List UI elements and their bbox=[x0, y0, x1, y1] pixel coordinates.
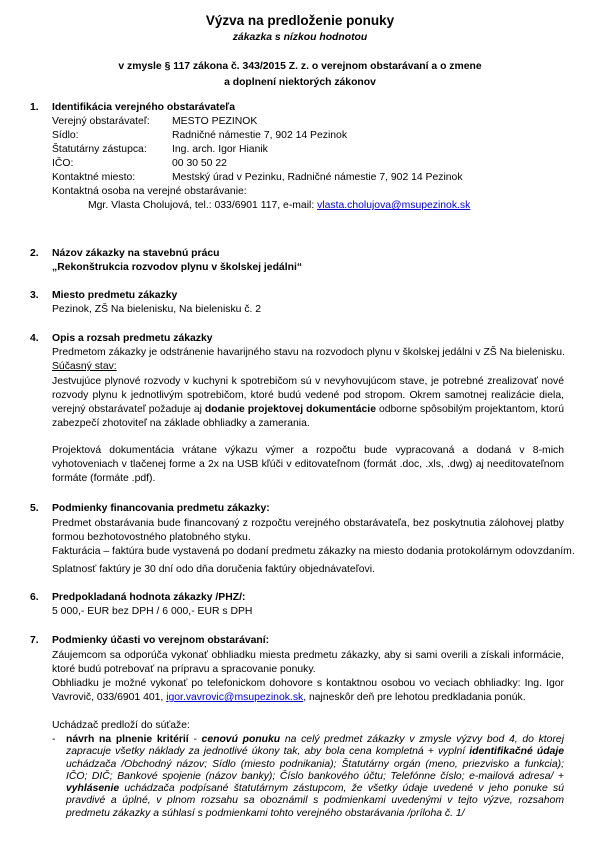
contact-place-row bbox=[52, 172, 463, 183]
section-4-heading: Opis a rozsah predmetu zákazky bbox=[52, 333, 213, 344]
document-subtitle: zákazka s nízkou hodnotou bbox=[232, 32, 368, 43]
section-1-number: 1. bbox=[30, 102, 39, 113]
documentation-requirements: Projektová dokumentácia vrátane výkazu výmer a rozpočtu bude vypracovaná a dodaná v 8-mich vyhotoveniach v tlačenej forme a 2x na USB kľúči v editovateľnom (formát .doc, .xls, .dwg) aj needitovateľnom formáte (formáte .pdf). bbox=[52, 445, 564, 484]
separator-text: - bbox=[188, 734, 202, 745]
current-state-text bbox=[52, 375, 564, 431]
contact-email-link[interactable]: vlasta.cholujova@msupezinok.sk bbox=[317, 200, 471, 211]
site-visit-contact-text: Obhliadku je možné vykonať po telefonickom dohovore s kontaktnou osobou vo veciach obhliadky: Ing. Igor Vavrovič, 033/6901 401, bbox=[52, 678, 564, 703]
estimated-value: 5 000,- EUR bez DPH / 6 000,- EUR s DPH bbox=[52, 606, 253, 617]
identification-data-emphasis: identifikačné údaje bbox=[469, 746, 565, 758]
contracting-authority-row bbox=[52, 116, 258, 127]
section-6-number: 6. bbox=[30, 592, 39, 603]
row-label: Sídlo: bbox=[52, 130, 79, 141]
legal-basis-line-1: v zmysle § 117 zákona č. 343/2015 Z. z. o verejnom obstarávaní a o zmene bbox=[118, 61, 482, 72]
payment-terms-paragraph: Splatnosť faktúry je 30 dní odo dňa doručenia faktúry objednávateľovi. bbox=[52, 564, 375, 575]
row-label: IČO: bbox=[52, 158, 74, 169]
section-4-number: 4. bbox=[30, 333, 39, 344]
section-2-heading: Názov zákazky na stavebnú prácu bbox=[52, 248, 220, 259]
section-7-number: 7. bbox=[30, 635, 39, 646]
section-5-heading: Podmienky financovania predmetu zákazky: bbox=[52, 503, 270, 514]
contact-person-label: Kontaktná osoba na verejné obstarávanie: bbox=[52, 186, 247, 197]
declaration-emphasis: vyhlásenie bbox=[66, 783, 120, 795]
site-visit-deadline-text: , najneskôr deň pre lehotou predkladania ponúk. bbox=[303, 692, 526, 703]
section-5-number: 5. bbox=[30, 503, 39, 514]
criteria-proposal-text bbox=[66, 734, 564, 820]
legal-basis-line-2: a doplnení niektorých zákonov bbox=[224, 77, 376, 88]
ico-row bbox=[52, 158, 227, 169]
row-label: Verejný obstarávateľ: bbox=[52, 116, 150, 127]
scope-intro: Predmetom zákazky je odstránenie havarijného stavu na rozvodoch plynu v školskej jedálni v ZŠ Na bielenisku. bbox=[52, 347, 565, 358]
seat-row bbox=[52, 130, 348, 141]
criteria-text-part: uchádzača podpísané štatutárnym zástupcom, že všetky údaje uvedené v jeho ponuke sú pravdivé a úplné, v plnom rozsahu sa oboznámil s podmienkami uvedenými v tejto výzve, rozsahom predmetu zákazky a súhlasí s podmienkami tohto verejného obstarávania /príloha č. 1/ bbox=[66, 783, 564, 819]
criteria-text-part: uchádzača /Obchodný názov; Sídlo (miesto podnikania); Štatutárny orgán (meno, priezvisko a funkcia); IČO; DIČ; Bankové spojenie (názov banky); Číslo bankového účtu; Telefónne číslo; e-mailová adresa/ + bbox=[66, 758, 564, 782]
current-state-label: Súčasný stav: bbox=[52, 361, 117, 372]
current-state-text-part: odborne spôsobilým projektantom, ktorú zabezpečí zhotoviteľ na základe obhliadky a zamerania. bbox=[52, 404, 564, 429]
contact-person-line bbox=[88, 200, 470, 211]
row-value: 00 30 50 22 bbox=[172, 158, 227, 169]
document-title: Výzva na predloženie ponuky bbox=[205, 13, 395, 28]
statutory-representative-row bbox=[52, 144, 268, 155]
criteria-text-part: na celý predmet zákazky v zmysle výzvy bod 4, do ktorej zapracuje všetky náklady za jednotlivé úkony tak, aby bola cena kompletná + vyplní bbox=[66, 734, 564, 758]
section-3-heading: Miesto predmetu zákazky bbox=[52, 290, 178, 301]
section-6-heading: Predpokladaná hodnota zákazky /PHZ/: bbox=[52, 592, 246, 603]
contract-name: „Rekonštrukcia rozvodov plynu v školskej jedálni“ bbox=[52, 262, 303, 273]
row-label: Kontaktné miesto: bbox=[52, 172, 136, 183]
site-visit-contact-paragraph bbox=[52, 677, 564, 705]
row-value: Mestský úrad v Pezinku, Radničné námestie 7, 902 14 Pezinok bbox=[172, 172, 463, 183]
financing-paragraph: Predmet obstarávania bude financovaný z rozpočtu verejného obstarávateľa, bez poskytnutia zálohovej platby formou bezhotovostného platobného styku. bbox=[52, 518, 564, 543]
section-7-heading: Podmienky účasti vo verejnom obstarávaní: bbox=[52, 635, 270, 646]
section-3-number: 3. bbox=[30, 290, 39, 301]
criteria-proposal-heading: návrh na plnenie kritérií bbox=[66, 734, 189, 745]
list-dash: - bbox=[52, 734, 56, 745]
row-value: MESTO PEZINOK bbox=[172, 116, 258, 127]
price-offer-emphasis: cenovú ponuku bbox=[201, 734, 281, 745]
row-value: Radničné námestie 7, 902 14 Pezinok bbox=[172, 130, 348, 141]
section-1-heading: Identifikácia verejného obstarávateľa bbox=[52, 102, 236, 113]
row-label: Štatutárny zástupca: bbox=[52, 144, 147, 155]
project-documentation-emphasis: dodanie projektovej dokumentácie bbox=[204, 404, 376, 415]
section-2-number: 2. bbox=[30, 248, 39, 259]
submission-intro: Uchádzač predloží do súťaže: bbox=[52, 720, 190, 731]
site-visit-email-link[interactable]: igor.vavrovic@msupezinok.sk bbox=[166, 692, 304, 703]
invoicing-paragraph: Fakturácia – faktúra bude vystavená po dodaní predmetu zákazky na miesto dodania protokolárnym odovzdaním. bbox=[52, 546, 575, 557]
contract-location: Pezinok, ZŠ Na bielenisku, Na bielenisku č. 2 bbox=[52, 304, 262, 315]
row-value: Ing. arch. Igor Hianik bbox=[172, 144, 268, 155]
current-state-text-part: Jestvujúce plynové rozvody v kuchyni k spotrebičom sú v nevyhovujúcom stave, je potrebné zrealizovať nové rozvody plynu k jednotlivým spotrebičom, ktoré budú vedené pod stropom. Okrem samotnej realizácie diela, verejný obstarávateľ požaduje aj bbox=[52, 376, 564, 415]
contact-person-value: Mgr. Vlasta Cholujová, tel.: 033/6901 117, e-mail: bbox=[88, 200, 318, 211]
site-visit-paragraph: Záujemcom sa odporúča vykonať obhliadku miesta predmetu zákazky, aby si sami overili a získali informácie, ktoré budú potrebovať na prípravu a spracovanie ponuky. bbox=[52, 650, 564, 675]
